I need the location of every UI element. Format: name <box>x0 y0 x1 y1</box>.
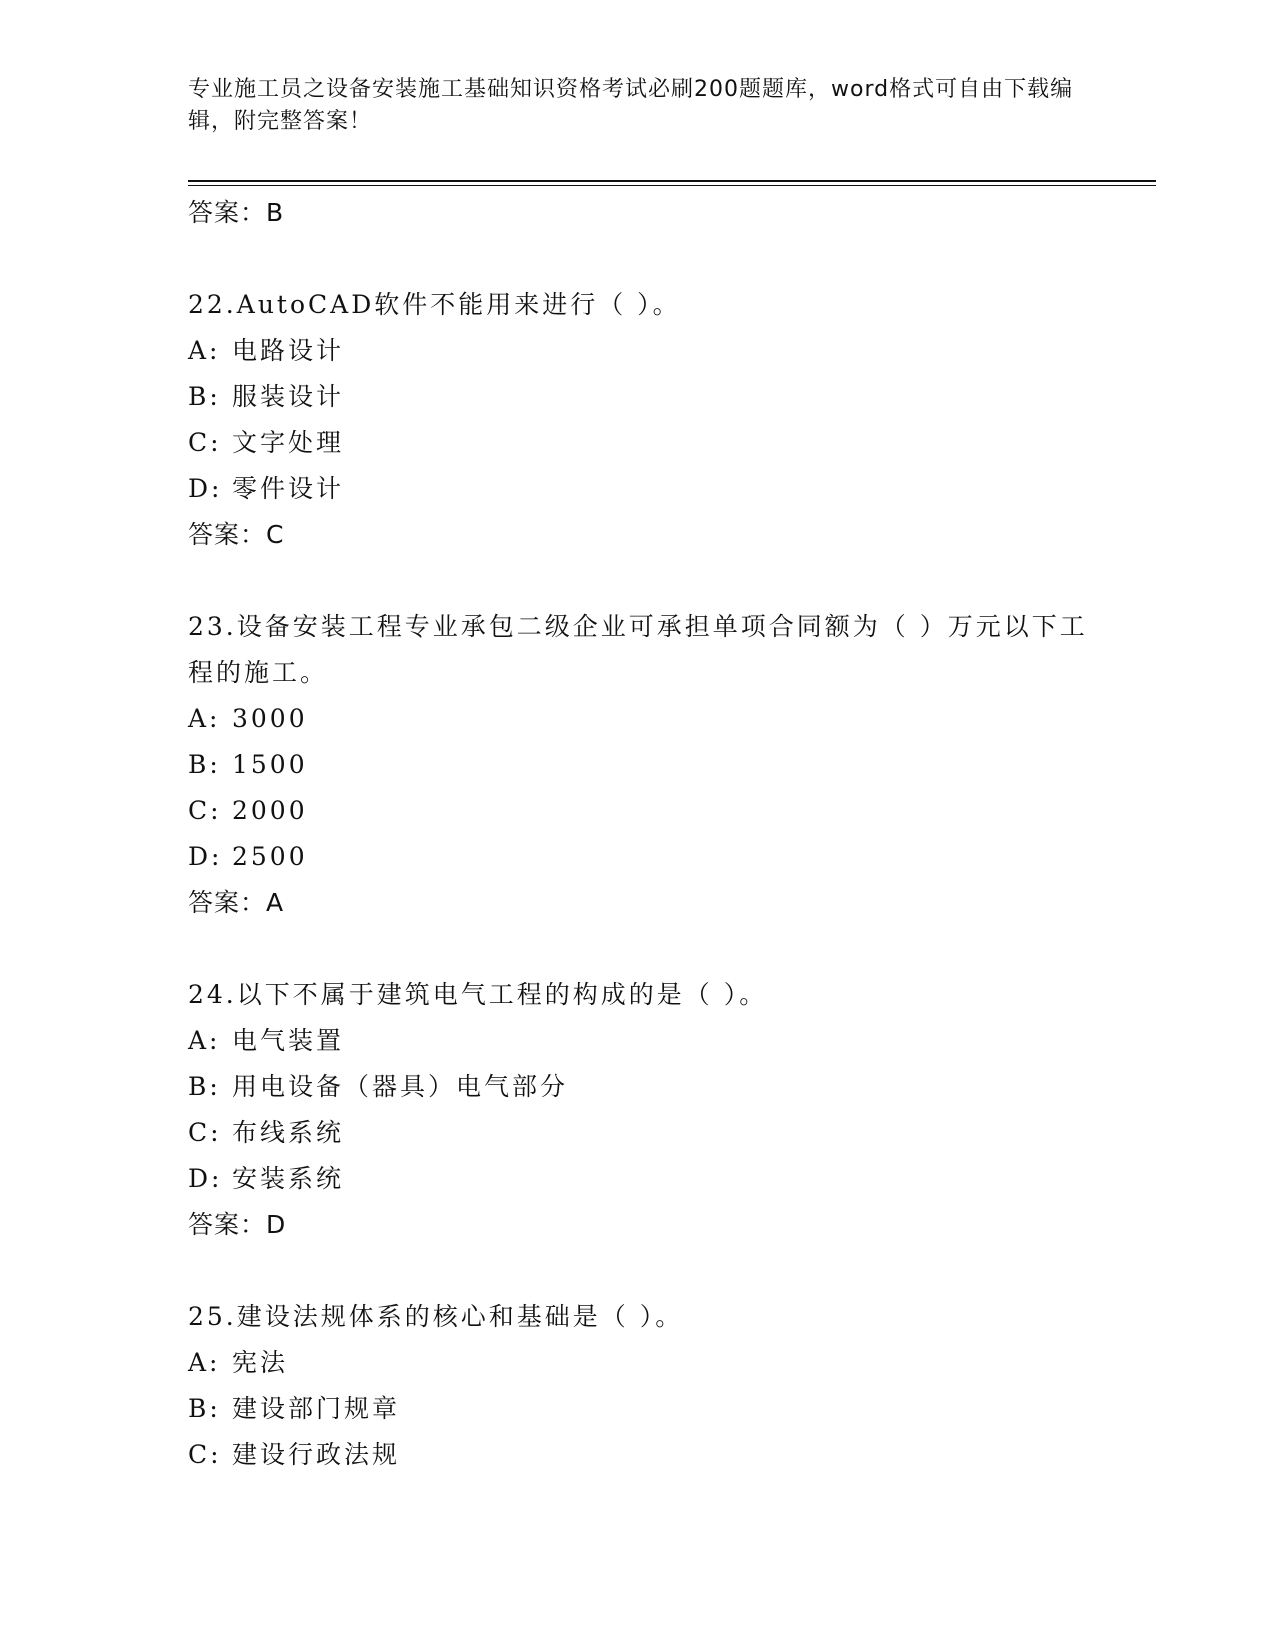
option-b <box>188 1386 1088 1432</box>
header-title: 专业施工员之设备安装施工基础知识资格考试必刷200题题库，word格式可自由下载编辑，附完整答案！ <box>188 77 1074 134</box>
option-text: 电路设计 <box>232 336 345 365</box>
document-header <box>188 74 1088 138</box>
spacer <box>188 926 1088 972</box>
question-answer: 答案：D <box>188 1210 287 1239</box>
question-22 <box>188 282 1088 558</box>
header-divider <box>188 180 1156 186</box>
option-d <box>188 1156 1088 1202</box>
option-d <box>188 834 1088 880</box>
question-25 <box>188 1294 1088 1478</box>
option-text: 2500 <box>232 842 308 871</box>
option-a <box>188 696 1088 742</box>
option-text: 宪法 <box>232 1348 289 1377</box>
option-text: 零件设计 <box>232 474 345 503</box>
question-stem: 22.AutoCAD软件不能用来进行（ ）。 <box>188 290 681 319</box>
option-c <box>188 788 1088 834</box>
question-24 <box>188 972 1088 1248</box>
option-text: 用电设备（器具）电气部分 <box>232 1072 569 1101</box>
option-c <box>188 420 1088 466</box>
option-b <box>188 1064 1088 1110</box>
option-label: A: <box>188 1026 221 1055</box>
spacer <box>188 1248 1088 1294</box>
option-label: C: <box>188 1440 222 1469</box>
option-a <box>188 328 1088 374</box>
option-text: 1500 <box>232 750 308 779</box>
option-c <box>188 1432 1088 1478</box>
spacer <box>188 236 1088 282</box>
option-c <box>188 1110 1088 1156</box>
option-a <box>188 1340 1088 1386</box>
option-text: 建设行政法规 <box>232 1440 401 1469</box>
option-label: C: <box>188 1118 222 1147</box>
question-stem: 25.建设法规体系的核心和基础是（ ）。 <box>188 1302 684 1331</box>
option-label: C: <box>188 428 222 457</box>
option-label: D: <box>188 474 223 503</box>
question-stem: 23.设备安装工程专业承包二级企业可承担单项合同额为（ ）万元以下工程的施工。 <box>188 612 1088 687</box>
option-label: C: <box>188 796 222 825</box>
question-23 <box>188 604 1088 926</box>
option-label: A: <box>188 1348 221 1377</box>
question-answer: 答案：A <box>188 888 285 917</box>
question-list <box>188 190 1088 1478</box>
previous-answer: 答案：B <box>188 198 285 227</box>
option-label: B: <box>188 1394 221 1423</box>
spacer <box>188 558 1088 604</box>
option-text: 文字处理 <box>232 428 345 457</box>
option-label: A: <box>188 336 221 365</box>
option-label: B: <box>188 750 221 779</box>
option-text: 建设部门规章 <box>232 1394 401 1423</box>
option-text: 安装系统 <box>232 1164 345 1193</box>
option-b <box>188 374 1088 420</box>
question-stem: 24.以下不属于建筑电气工程的构成的是（ ）。 <box>188 980 768 1009</box>
option-label: D: <box>188 1164 223 1193</box>
option-text: 电气装置 <box>232 1026 345 1055</box>
option-d <box>188 466 1088 512</box>
option-b <box>188 742 1088 788</box>
option-label: B: <box>188 1072 221 1101</box>
option-label: B: <box>188 382 221 411</box>
option-text: 2000 <box>232 796 308 825</box>
question-answer: 答案：C <box>188 520 285 549</box>
option-text: 布线系统 <box>232 1118 345 1147</box>
option-text: 3000 <box>232 704 308 733</box>
option-text: 服装设计 <box>232 382 345 411</box>
option-a <box>188 1018 1088 1064</box>
option-label: A: <box>188 704 221 733</box>
option-label: D: <box>188 842 223 871</box>
